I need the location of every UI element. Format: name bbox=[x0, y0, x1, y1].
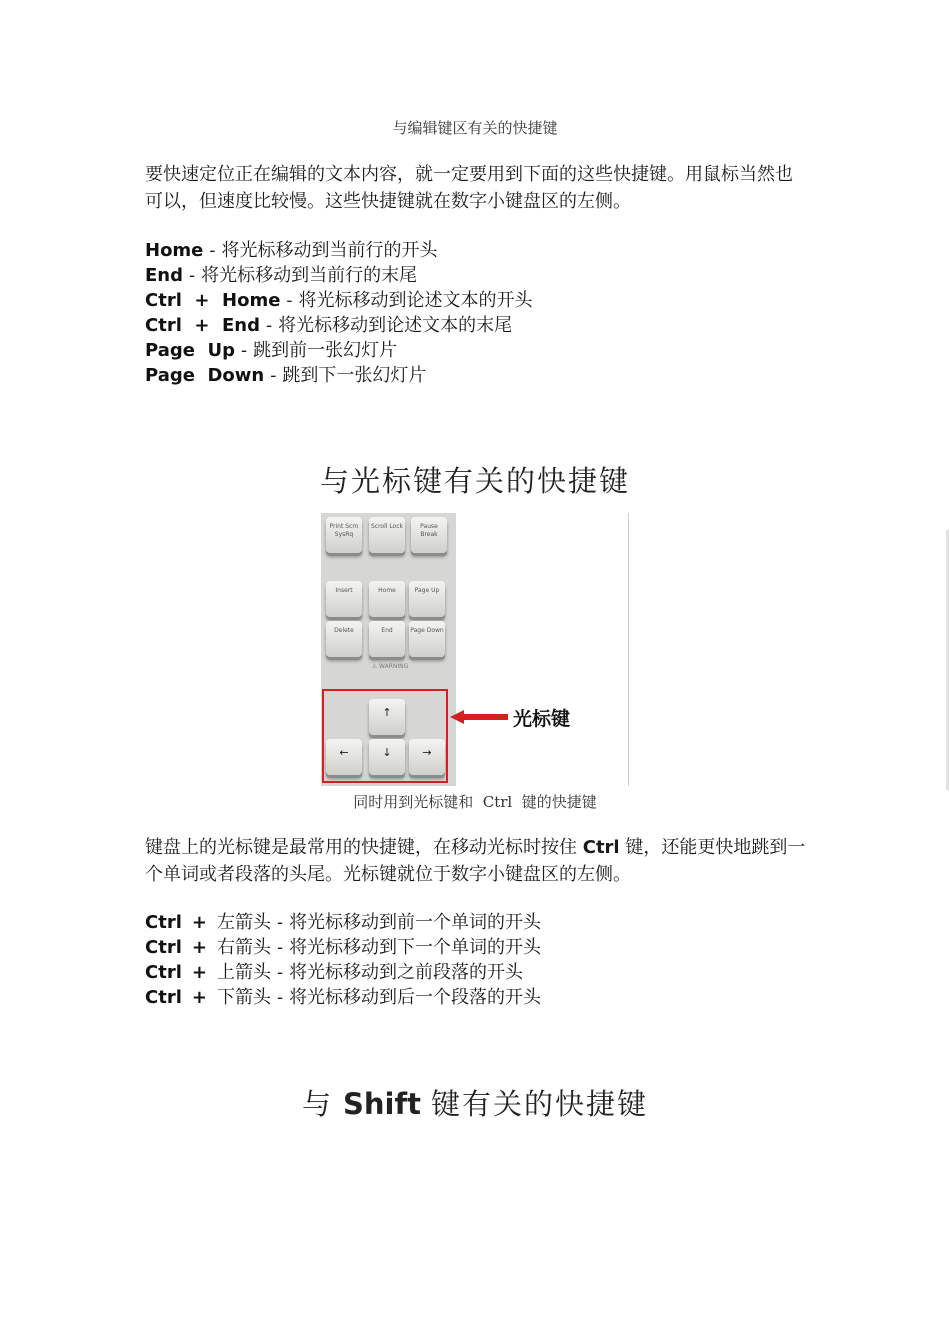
cursor-keys-highlight-box bbox=[322, 689, 448, 783]
shortcut-keys: Ctrl + End bbox=[145, 315, 261, 336]
shortcut-plus: + bbox=[191, 987, 207, 1008]
arrow-down-key-icon: ↓ bbox=[369, 739, 405, 775]
key-print-screen: Print Scrn SysRq bbox=[326, 517, 362, 553]
key-insert: Insert bbox=[326, 581, 362, 617]
shortcut-arrow: 左箭头 bbox=[216, 912, 271, 933]
figure-divider bbox=[628, 513, 629, 786]
shortcut-line: Home - 将光标移动到当前行的开头 bbox=[145, 240, 438, 261]
warning-label: ⚠ WARNING bbox=[371, 663, 409, 670]
shortcut-desc: 将光标移动到论述文本的末尾 bbox=[278, 315, 513, 336]
shortcut-keys: Home bbox=[145, 240, 204, 261]
shortcut-line: Ctrl + 下箭头 - 将光标移动到后一个段落的开头 bbox=[145, 987, 542, 1008]
shortcut-desc: 跳到下一张幻灯片 bbox=[282, 365, 427, 386]
shortcut-line: Page Up - 跳到前一张幻灯片 bbox=[145, 340, 398, 361]
cursor-keys-heading: 与光标键有关的快捷键 bbox=[319, 464, 630, 498]
shortcut-ctrl: Ctrl bbox=[145, 962, 182, 983]
shortcut-line: Ctrl + 上箭头 - 将光标移动到之前段落的开头 bbox=[145, 962, 524, 983]
shortcut-arrow: 上箭头 bbox=[216, 962, 271, 983]
key-page-up: Page Up bbox=[409, 581, 445, 617]
shortcut-line: Ctrl + End - 将光标移动到论述文本的末尾 bbox=[145, 315, 513, 336]
cursor-intro-paragraph bbox=[145, 834, 810, 888]
shortcut-keys: Page Down bbox=[145, 365, 265, 386]
shortcut-desc: 将光标移动到当前行的末尾 bbox=[201, 265, 418, 286]
shortcut-line: Page Down - 跳到下一张幻灯片 bbox=[145, 365, 427, 386]
shortcut-desc: 将光标移动到当前行的开头 bbox=[221, 240, 438, 261]
shortcut-desc: 将光标移动到论述文本的开头 bbox=[298, 290, 533, 311]
shortcut-arrow: 右箭头 bbox=[216, 937, 271, 958]
shortcut-keys: End bbox=[145, 265, 183, 286]
figure-caption: 同时用到光标键和 Ctrl 键的快捷键 bbox=[353, 793, 597, 811]
shortcut-line: Ctrl + 左箭头 - 将光标移动到前一个单词的开头 bbox=[145, 912, 542, 933]
shortcut-line: Ctrl + Home - 将光标移动到论述文本的开头 bbox=[145, 290, 533, 311]
shortcut-line: Ctrl + 右箭头 - 将光标移动到下一个单词的开头 bbox=[145, 937, 542, 958]
red-pointer-arrow-icon bbox=[450, 710, 508, 724]
arrow-right-key-icon: → bbox=[409, 739, 445, 775]
key-scroll-lock: Scroll Lock bbox=[369, 517, 405, 553]
shortcut-ctrl: Ctrl bbox=[145, 937, 182, 958]
arrow-up-key-icon: ↑ bbox=[369, 699, 405, 735]
shortcut-ctrl: Ctrl bbox=[145, 912, 182, 933]
section-caption-edit-keys: 与编辑键区有关的快捷键 bbox=[392, 119, 558, 137]
page-edge-bar bbox=[946, 530, 949, 790]
shortcut-keys: Page Up bbox=[145, 340, 235, 361]
shortcut-desc: 跳到前一张幻灯片 bbox=[253, 340, 398, 361]
shift-heading-pre: 与 bbox=[302, 1087, 334, 1121]
key-page-down: Page Down bbox=[409, 621, 445, 657]
ctrl-key-mention: Ctrl bbox=[582, 837, 620, 858]
arrow-left-key-icon: ← bbox=[326, 739, 362, 775]
intro-paragraph: 要快速定位正在编辑的文本内容，就一定要用到下面的这些快捷键。用鼠标当然也可以，但速度比较慢。这些快捷键就在数字小键盘区的左侧。 bbox=[145, 164, 793, 212]
shortcut-keys: Ctrl + Home bbox=[145, 290, 281, 311]
shortcut-desc: 将光标移动到前一个单词的开头 bbox=[289, 912, 542, 933]
shift-heading-key: Shift bbox=[343, 1087, 421, 1121]
shortcut-plus: + bbox=[191, 962, 207, 983]
key-delete: Delete bbox=[326, 621, 362, 657]
shortcut-line: End - 将光标移动到当前行的末尾 bbox=[145, 265, 418, 286]
cursor-intro-text: 键，还能更快地跳到一个单词或者段落的头尾。光标键就位于数字小键盘区的左侧。 bbox=[145, 837, 806, 885]
shortcut-plus: + bbox=[191, 912, 207, 933]
cursor-intro-text: 键盘上的光标键是最常用的快捷键，在移动光标时按住 bbox=[145, 837, 583, 858]
shortcut-ctrl: Ctrl bbox=[145, 987, 182, 1008]
key-pause: Pause Break bbox=[411, 517, 447, 553]
cursor-keys-label: 光标键 bbox=[513, 708, 571, 730]
shortcut-arrow: 下箭头 bbox=[216, 987, 271, 1008]
shift-keys-heading bbox=[0, 1082, 950, 1123]
shift-heading-post: 键有关的快捷键 bbox=[430, 1087, 648, 1121]
shortcut-desc: 将光标移动到下一个单词的开头 bbox=[289, 937, 542, 958]
shortcut-desc: 将光标移动到后一个段落的开头 bbox=[289, 987, 542, 1008]
key-end: End bbox=[369, 621, 405, 657]
shortcut-desc: 将光标移动到之前段落的开头 bbox=[289, 962, 524, 983]
key-home: Home bbox=[369, 581, 405, 617]
shortcut-plus: + bbox=[191, 937, 207, 958]
